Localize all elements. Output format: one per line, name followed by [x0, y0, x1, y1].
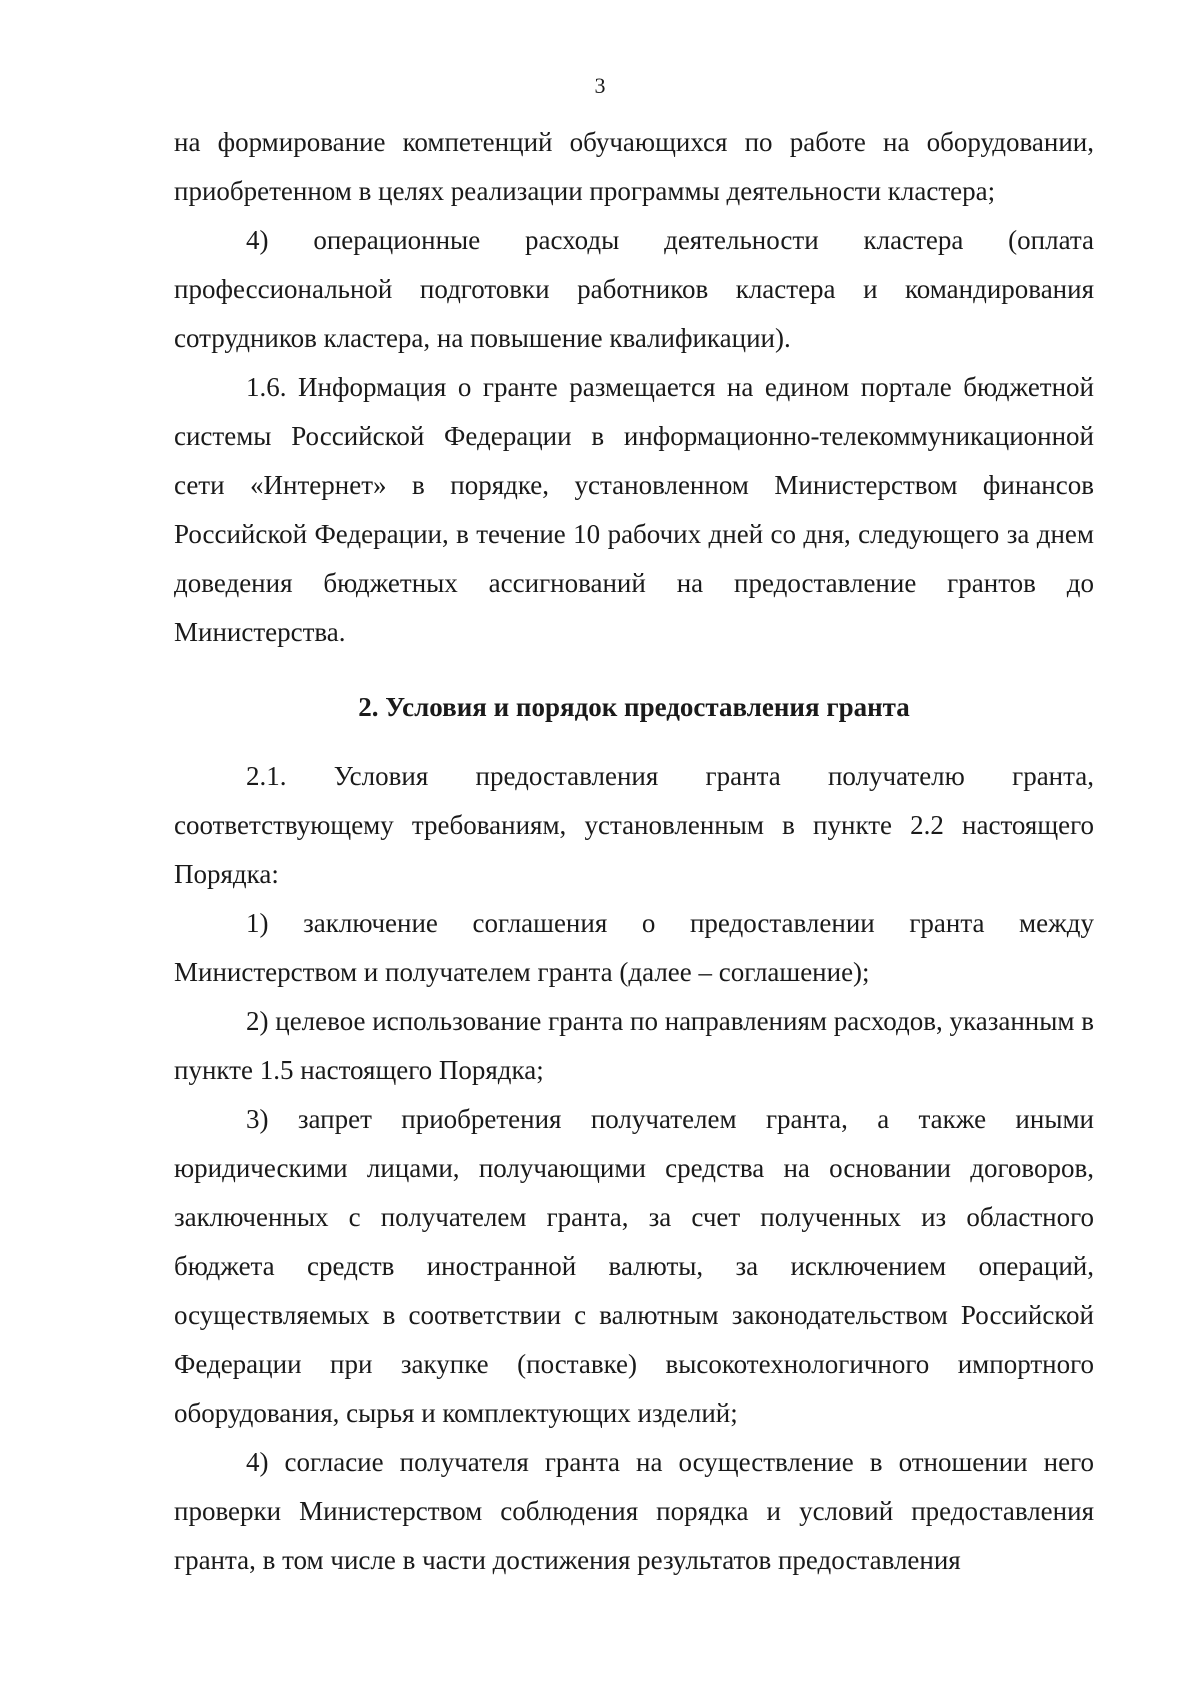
paragraph-condition-2: 2) целевое использование гранта по направлениям расходов, указанным в пункте 1.5 настоящего Порядка;: [174, 1006, 1094, 1085]
paragraph-condition-3: 3) запрет приобретения получателем гранта, а также иными юридическими лицами, получающими средства на основании договоров, заключенных с получателем гранта, за счет полученных из областного бюджета средств иностранной валюты, за исключением операций, осуществляемых в соответствии с валютным законодательством Российской Федерации при закупке (поставке) высокотехнологичного импортного оборудования, сырья и комплектующих изделий;: [174, 1104, 1094, 1428]
document-body: [174, 118, 1094, 1585]
page-number: 3: [594, 73, 606, 98]
paragraph-2-1-conditions: 2.1. Условия предоставления гранта получателю гранта, соответствующему требованиям, установленным в пункте 2.2 настоящего Порядка:: [174, 761, 1094, 889]
paragraph-1-6-grant-information: 1.6. Информация о гранте размещается на едином портале бюджетной системы Российской Федерации в информационно-телекоммуникационной сети «Интернет» в порядке, установленном Министерством финансов Российской Федерации, в течение 10 рабочих дней со дня, следующего за днем доведения бюджетных ассигнований на предоставление грантов до Министерства.: [174, 372, 1094, 647]
paragraph-condition-1: 1) заключение соглашения о предоставлении гранта между Министерством и получателем гранта (далее – соглашение);: [174, 908, 1094, 987]
paragraph-condition-4: 4) согласие получателя гранта на осуществление в отношении него проверки Министерством соблюдения порядка и условий предоставления гранта, в том числе в части достижения результатов предоставления: [174, 1447, 1094, 1575]
paragraph-continuation: на формирование компетенций обучающихся по работе на оборудовании, приобретенном в целях реализации программы деятельности кластера;: [174, 127, 1094, 206]
paragraph-item-4-operational-costs: 4) операционные расходы деятельности кластера (оплата профессиональной подготовки работников кластера и командирования сотрудников кластера, на повышение квалификации).: [174, 225, 1094, 353]
section-heading-2: 2. Условия и порядок предоставления гранта: [358, 692, 910, 722]
